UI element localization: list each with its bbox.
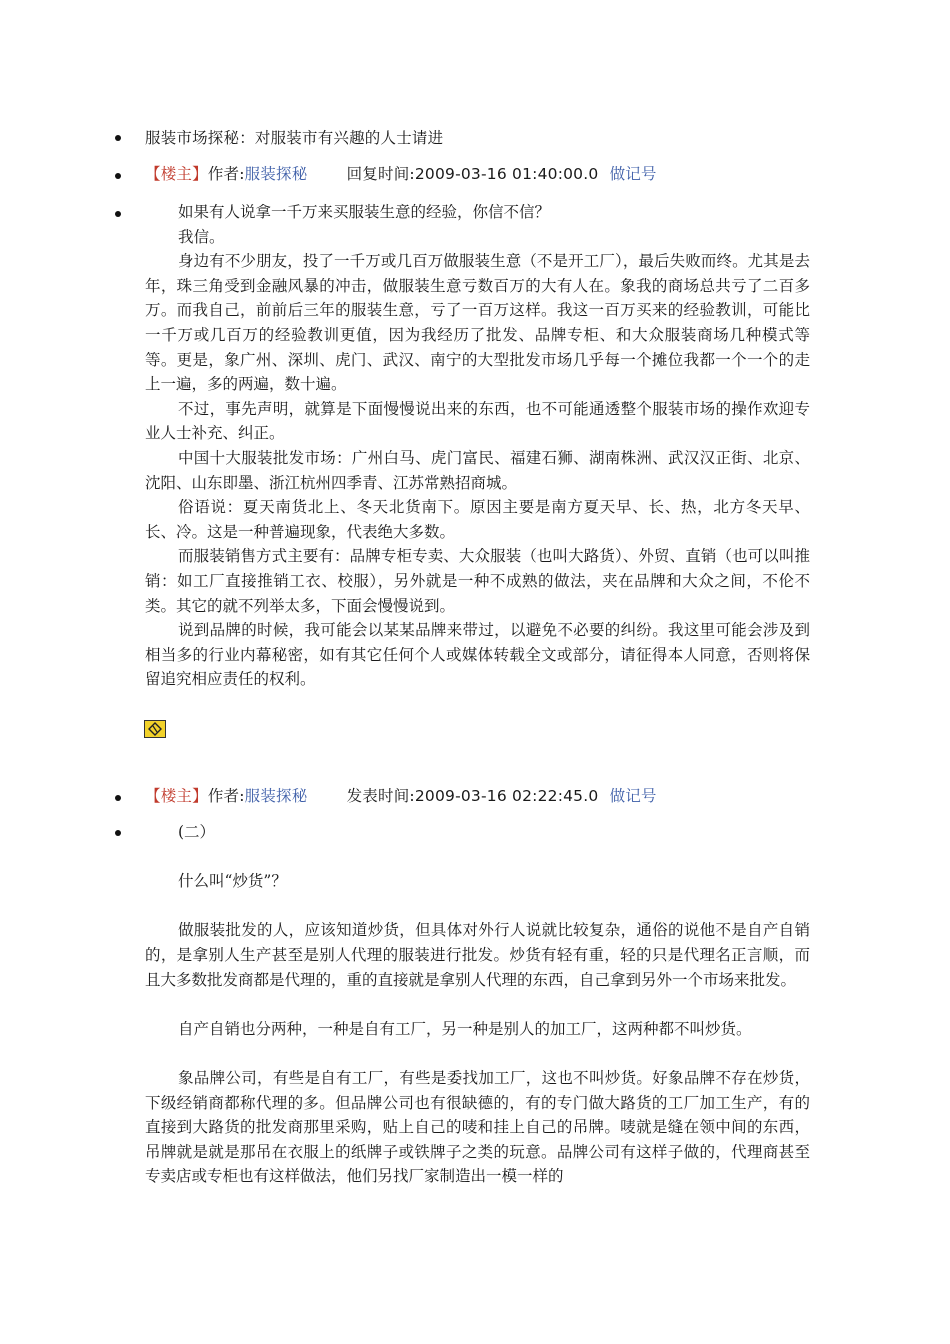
reply-time-label: 回复时间: [346,165,415,183]
floor-owner-tag: 【楼主】 [145,787,208,805]
bullet-post2 [115,830,121,836]
bookmark-link[interactable]: 做记号 [609,165,657,183]
post1-line: 如果有人说拿一千万来买服装生意的经验，你信不信？ [178,203,551,221]
post-time: 2009-03-16 02:22:45.0 [414,787,599,805]
author-link[interactable]: 服装探秘 [244,787,308,805]
floor-owner-tag: 【楼主】 [145,165,208,183]
reply-time: 2009-03-16 01:40:00.0 [414,165,599,183]
attachment-image-icon[interactable] [144,720,166,738]
post2-paragraph: 自产自销也分两种，一种是自有工厂，另一种是别人的加工厂，这两种都不叫炒货。 [178,1019,752,1038]
post2-paragraph: 做服装批发的人，应该知道炒货，但具体对外行人说就比较复杂，通俗的说他不是自产自销的，是拿别人生产甚至是别人代理的服装进行批发。炒货有轻有重，轻的只是代理名正言顺，而且大多数批发商都是代理的，重的直接就是拿别人代理的东西，自己拿到另外一个市场来批发。 [145,921,810,989]
bullet-reply2 [115,795,121,801]
post1-paragraph: 而服装销售方式主要有：品牌专柜专卖、大众服装（也叫大路货）、外贸、直销（也可以叫推销：如工厂直接推销工衣、校服），另外就是一种不成熟的做法，夹在品牌和大众之间，不伦不类。其它的就不列举太多，下面会慢慢说到。 [145,547,810,615]
reply-header-1 [145,164,657,184]
bullet-post1 [115,211,121,217]
post-time-label: 发表时间: [346,787,415,805]
bullet-reply1 [115,173,121,179]
image-glyph-icon [145,721,165,737]
post1-paragraph: 俗语说：夏天南货北上、冬天北货南下。原因主要是南方夏天早、长、热，北方冬天早、长、冷。这是一种普遍现象，代表绝大多数。 [145,498,810,541]
bullet-title [115,135,121,141]
post2-paragraph: 象品牌公司，有些是自有工厂，有些是委找加工厂，这也不叫炒货。好象品牌不存在炒货，下级经销商都称代理的多。但品牌公司也有很缺德的，有的专门做大路货的工厂加工生产，有的直接到大路货的批发商那里采购，贴上自己的唛和挂上自己的吊牌。唛就是缝在领中间的东西，吊牌就是就是那吊在衣服上的纸牌子或铁牌子之类的玩意。品牌公司有这样子做的，代理商甚至专卖店或专柜也有这样做法，他们另找厂家制造出一模一样的 [145,1068,810,1186]
post-body-2 [145,820,810,1189]
post-body-1 [145,200,810,692]
bookmark-link[interactable]: 做记号 [609,787,657,805]
thread-title[interactable]: 服装市场探秘：对服装市有兴趣的人士请进 [145,129,444,147]
post2-paragraph: 什么叫“炒货”？ [178,872,287,891]
reply-header-2 [145,786,657,806]
post1-line: 我信。 [178,227,225,246]
post1-paragraph: 不过，事先声明，就算是下面慢慢说出来的东西，也不可能通透整个服装市场的操作欢迎专业人士补充、纠正。 [145,399,810,443]
post1-paragraph: 说到品牌的时候，我可能会以某某品牌来带过，以避免不必要的纠纷。我这里可能会涉及到相当多的行业内幕秘密，如有其它任何个人或媒体转载全文或部分，请征得本人同意，否则将保留追究相应责任的权利。 [145,621,810,689]
post1-paragraph: 身边有不少朋友，投了一千万或几百万做服装生意（不是开工厂），最后失败而终。尤其是去年，珠三角受到金融风暴的冲击，做服装生意亏数百万的大有人在。象我的商场总共亏了二百多万。而我自己，前前后三年的服装生意，亏了一百万这样。我这一百万买来的经验教训，可能比一千万或几百万的经验教训更值，因为我经历了批发、品牌专柜、和大众服装商场几种模式等等。更是，象广州、深圳、虎门、武汉、南宁的大型批发市场几乎每一个摊位我都一个一个的走上一遍，多的两遍，数十遍。 [145,252,810,394]
author-prefix: 作者: [207,165,245,183]
author-link[interactable]: 服装探秘 [244,165,308,183]
author-prefix: 作者: [207,787,245,805]
post2-heading: (二） [178,823,216,841]
post1-paragraph: 中国十大服装批发市场：广州白马、虎门富民、福建石狮、湖南株洲、武汉汉正街、北京、沈阳、山东即墨、浙江杭州四季青、江苏常熟招商城。 [145,448,810,492]
